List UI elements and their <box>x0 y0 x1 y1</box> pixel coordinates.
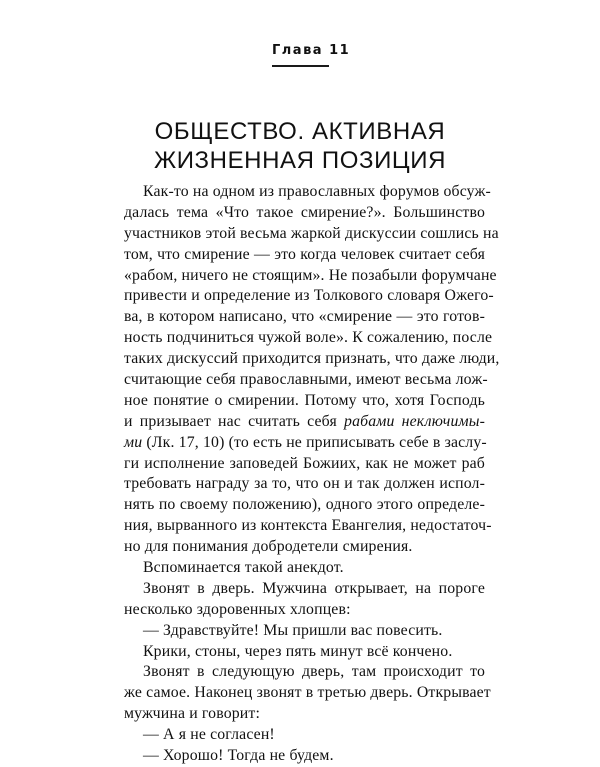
text-line: таких дискуссий приходится признать, что даже люди, <box>124 350 500 368</box>
text-segment: и призывает нас считать себя <box>124 412 345 430</box>
text-line: том, что смирение — это когда человек считает себя <box>124 245 485 263</box>
text-line: — Здравствуйте! Мы пришли вас повесить. <box>143 621 443 639</box>
text-line: же самое. Наконец звонят в третью дверь. Открывает <box>124 684 491 702</box>
text-line: ность подчиниться чужой воле». К сожалению, после <box>124 329 493 347</box>
chapter-title-line-2: ЖИЗНЕННАЯ ПОЗИЦИЯ <box>153 147 447 174</box>
chapter-title-line-1: ОБЩЕСТВО. АКТИВНАЯ <box>154 118 446 145</box>
text-line: Вспоминается такой анекдот. <box>143 559 344 577</box>
chapter-header <box>272 41 351 67</box>
chapter-label: Глава 11 <box>272 43 351 58</box>
italic-quote: рабами неключимы- <box>344 412 486 430</box>
text-line: требовать награду за то, что он и так должен испол- <box>124 475 485 493</box>
text-line: Звонят в дверь. Мужчина открывает, на пороге <box>143 579 485 597</box>
text-line: но для понимания добродетели смирения. <box>124 538 413 556</box>
body-text <box>124 182 500 767</box>
text-line: ва, в котором написано, что «смирение — это готов- <box>124 308 485 326</box>
text-line: несколько здоровенных хлопцев: <box>124 600 351 618</box>
text-line: ги исполнение заповедей Божиих, как не может раб <box>124 454 485 472</box>
text-segment: (Лк. 17, 10) (то есть не приписывать себе в заслу- <box>142 433 487 451</box>
text-line: считающие себя православными, имеют весьма лож- <box>124 371 488 389</box>
text-line <box>124 433 485 454</box>
text-line: мужчина и говорит: <box>124 705 261 723</box>
text-line: далась тема «Что такое смирение?». Большинство <box>124 203 485 221</box>
text-line: ное понятие о смирении. Потому что, хотя Господь <box>124 391 485 409</box>
italic-quote: ми <box>124 433 143 451</box>
text-line: участников этой весьма жаркой дискуссии сошлись на <box>124 224 499 242</box>
text-line: Как-то на одном из православных форумов обсуж- <box>143 183 491 200</box>
text-line: ния, вырванного из контекста Евангелия, недостаточ- <box>124 517 492 535</box>
text-line: «рабом, ничего не стоящим». Не позабыли форумчане <box>124 266 497 284</box>
text-line: Крики, стоны, через пять минут всё кончено. <box>143 642 453 660</box>
text-line: нять по своему положению), одного этого определе- <box>124 496 485 514</box>
text-line: — Хорошо! Тогда не будем. <box>143 747 334 765</box>
text-line <box>124 412 485 433</box>
text-line: Звонят в следующую дверь, там происходит то <box>143 663 485 681</box>
text-line: привести и определение из Толкового словаря Ожего- <box>124 287 494 305</box>
text-line: — А я не согласен! <box>143 726 275 744</box>
